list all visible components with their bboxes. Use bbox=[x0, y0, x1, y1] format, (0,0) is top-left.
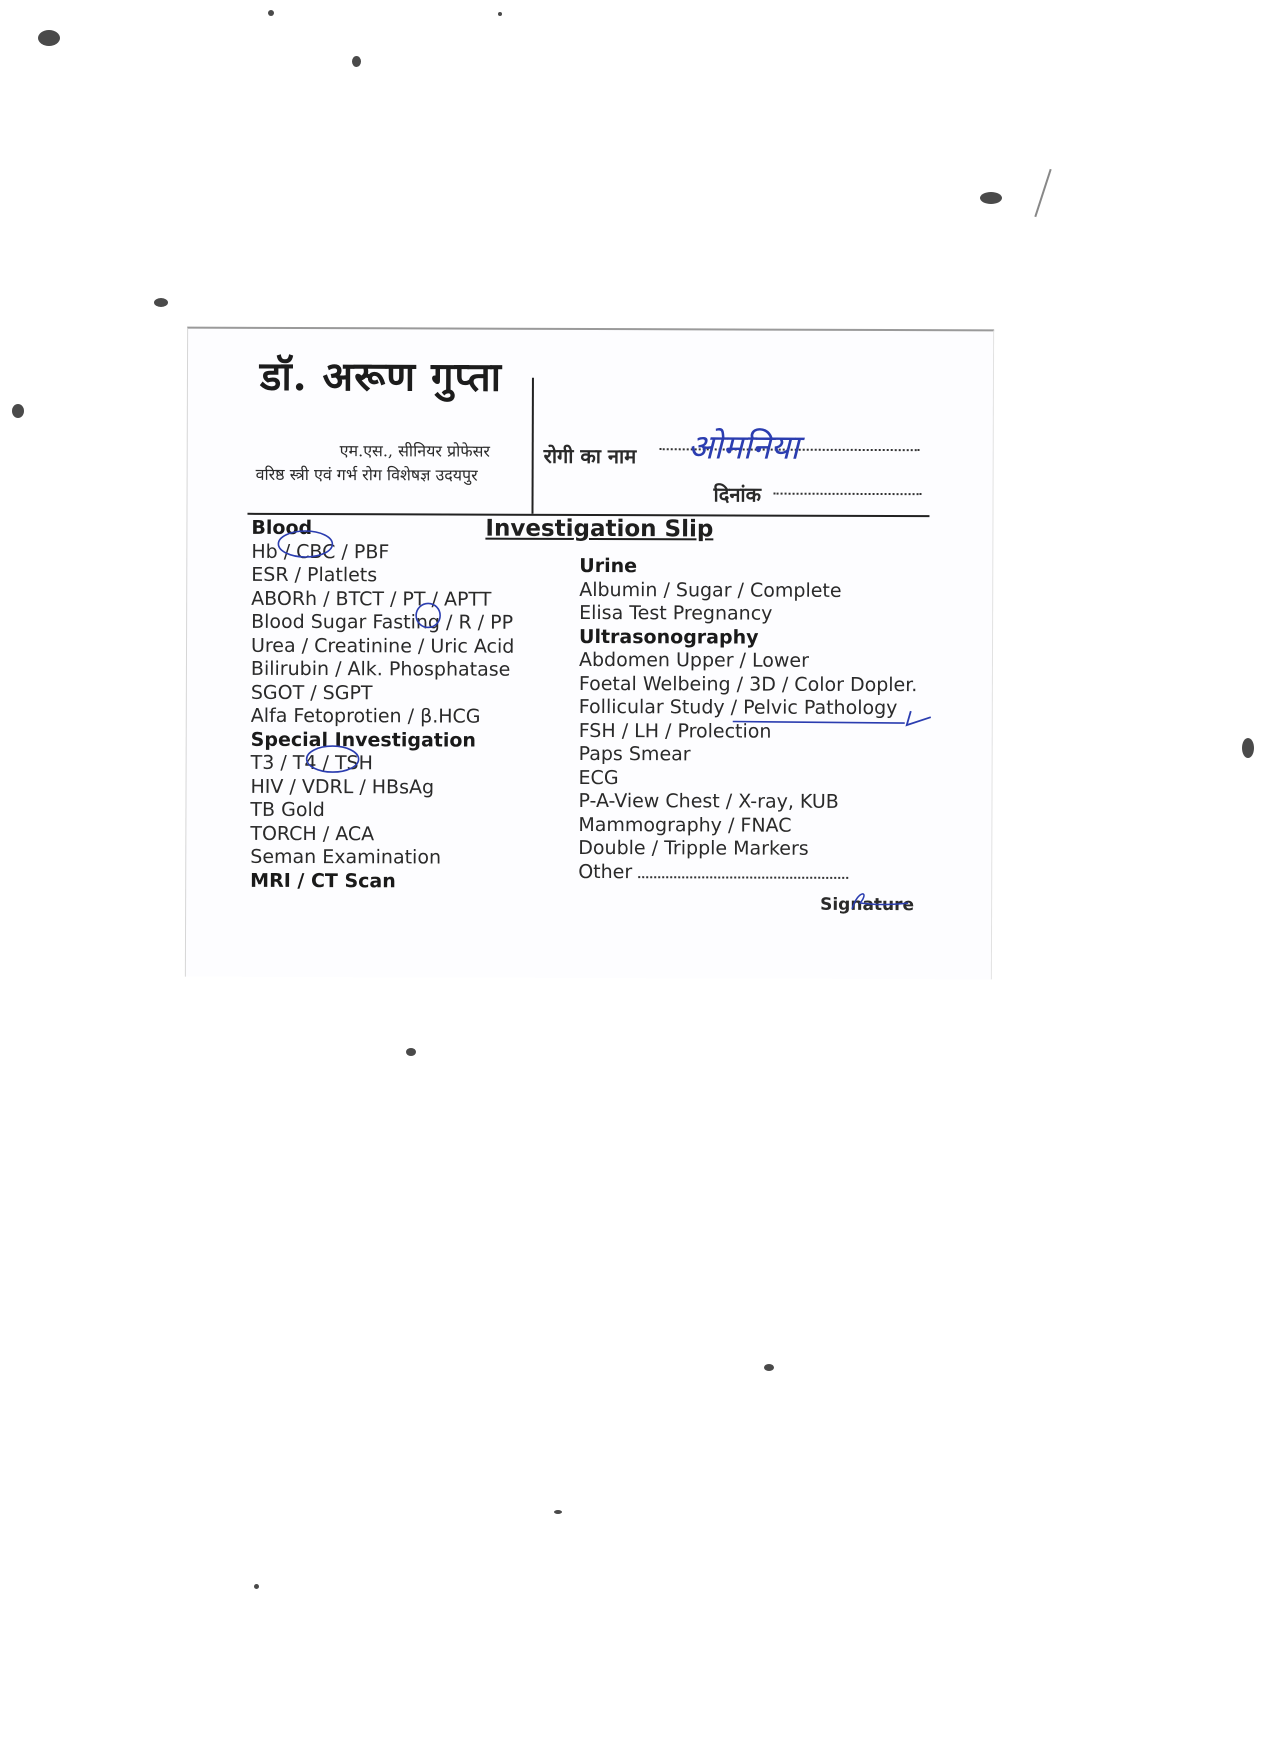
doctor-name: डॉ. अरूण गुप्ता bbox=[259, 352, 503, 401]
scan-speck bbox=[980, 192, 1002, 204]
test-item: Blood Sugar Fasting / R / PP bbox=[251, 610, 514, 634]
scan-speck bbox=[352, 56, 361, 67]
scan-speck bbox=[1034, 169, 1051, 217]
right-column bbox=[578, 555, 918, 885]
doctor-qualification: एम.एस., सीनियर प्रोफेसर bbox=[339, 441, 491, 461]
blood-heading: Blood bbox=[251, 516, 313, 540]
test-item: Follicular Study / Pelvic Pathology bbox=[578, 695, 898, 720]
doctor-specialization: वरिष्ठ स्त्री एवं गर्भ रोग विशेषज्ञ उदयपुर bbox=[255, 464, 478, 485]
patient-name-label: रोगी का नाम bbox=[543, 443, 637, 469]
scan-speck bbox=[154, 298, 168, 307]
other-field bbox=[638, 876, 848, 879]
slip-title: Investigation Slip bbox=[485, 515, 714, 543]
test-item: Albumin / Sugar / Complete bbox=[579, 578, 842, 602]
signature-label: Signature bbox=[820, 894, 915, 916]
test-item: Bilirubin / Alk. Phosphatase bbox=[250, 657, 511, 681]
header-divider-vertical bbox=[531, 378, 533, 514]
test-item: ABORh / BTCT / PT / APTT bbox=[251, 587, 492, 611]
test-item: Elisa Test Pregnancy bbox=[579, 601, 773, 625]
patient-name-handwriting: ओमनिया bbox=[687, 427, 800, 468]
other-row bbox=[578, 860, 917, 885]
test-item: FSH / LH / Prolection bbox=[578, 719, 772, 743]
test-item: Urea / Creatinine / Uric Acid bbox=[250, 634, 515, 658]
test-item: Mammography / FNAC bbox=[578, 813, 792, 837]
test-item: Alfa Fetoprotien / β.HCG bbox=[250, 704, 481, 728]
scan-speck bbox=[498, 12, 502, 16]
other-label: Other bbox=[578, 860, 633, 883]
test-item: Foetal Welbeing / 3D / Color Dopler. bbox=[578, 672, 918, 696]
test-item: Hb / CBC / PBF bbox=[251, 540, 390, 563]
left-column bbox=[250, 517, 515, 894]
test-item: Abdomen Upper / Lower bbox=[578, 648, 809, 672]
mri-ct-heading: MRI / CT Scan bbox=[250, 869, 396, 892]
test-item: T3 / T4 / TSH bbox=[250, 751, 373, 775]
scan-speck bbox=[406, 1048, 416, 1056]
test-item: P-A-View Chest / X-ray, KUB bbox=[578, 789, 839, 813]
scan-speck bbox=[268, 10, 274, 16]
investigation-slip bbox=[185, 327, 994, 980]
scan-speck bbox=[254, 1584, 259, 1589]
scan-speck bbox=[12, 404, 24, 418]
scan-speck bbox=[1242, 738, 1254, 758]
scan-speck bbox=[38, 30, 60, 46]
ultrasonography-heading: Ultrasonography bbox=[579, 625, 759, 649]
date-field bbox=[774, 493, 922, 496]
test-item: Double / Tripple Markers bbox=[578, 836, 809, 860]
test-item: Paps Smear bbox=[578, 742, 691, 766]
test-item: ESR / Platlets bbox=[251, 563, 378, 587]
date-label: दिनांक bbox=[713, 482, 762, 507]
scan-speck bbox=[554, 1510, 562, 1514]
test-item: HIV / VDRL / HBsAg bbox=[250, 775, 435, 798]
test-item: ECG bbox=[578, 766, 619, 789]
test-item: Seman Examination bbox=[250, 845, 442, 869]
special-investigation-heading: Special Investigation bbox=[250, 728, 476, 752]
test-item: SGOT / SGPT bbox=[250, 681, 373, 704]
test-item: TORCH / ACA bbox=[250, 822, 375, 845]
scan-speck bbox=[764, 1364, 774, 1371]
urine-heading: Urine bbox=[579, 554, 638, 578]
test-item: TB Gold bbox=[250, 798, 325, 822]
